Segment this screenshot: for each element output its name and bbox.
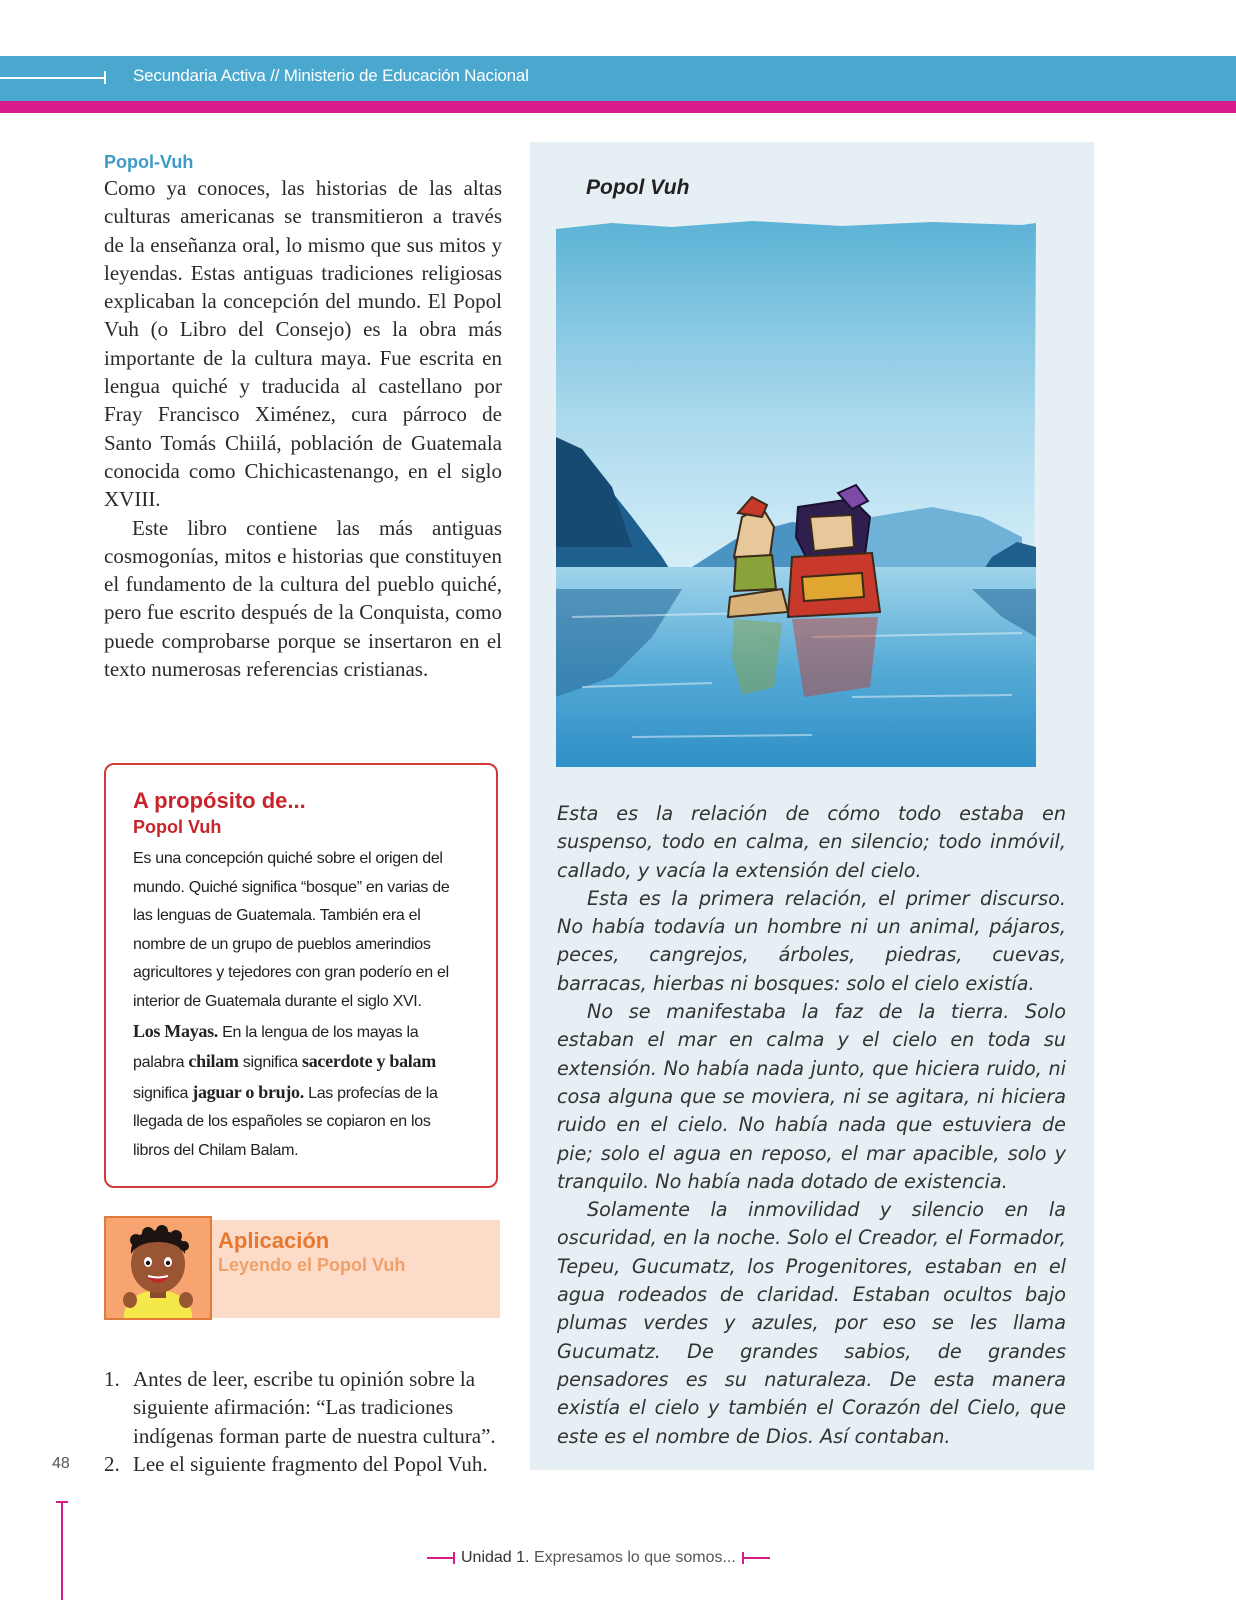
- a-proposito-text-4: significa: [133, 1084, 193, 1102]
- reading-paragraph: Esta es la relación de cómo todo estaba en suspenso, todo en calma, en silencio; todo inmóvil, callado, y vacía la extensión del cielo.: [557, 802, 1066, 882]
- child-icon: [106, 1218, 210, 1318]
- reading-title: Popol Vuh: [586, 176, 690, 199]
- a-proposito-bold-chilam: chilam: [188, 1051, 239, 1072]
- step-number: 2.: [104, 1451, 120, 1476]
- step-text: Lee el siguiente fragmento del Popol Vuh.: [133, 1451, 488, 1476]
- list-item: [104, 1450, 502, 1478]
- a-proposito-title: A propósito de...: [133, 788, 306, 813]
- header-rule-tick: [104, 71, 106, 84]
- header-rule: [0, 77, 106, 79]
- footer-left-rule: [427, 1557, 455, 1559]
- section-title: Popol-Vuh: [104, 152, 194, 172]
- page-margin-tick: [56, 1501, 68, 1503]
- a-proposito-bold-mayas: Los Mayas.: [133, 1020, 219, 1041]
- aplicacion-subtitle: Leyendo el Popol Vuh: [218, 1255, 406, 1275]
- footer-right-rule: [742, 1557, 770, 1559]
- footer-title: Expresamos lo que somos...: [533, 1549, 736, 1566]
- footer: [427, 1549, 770, 1567]
- a-proposito-text-3: significa: [238, 1054, 303, 1072]
- intro-paragraph-2: Este libro contiene las más antiguas cosmogonías, mitos e historias que constituyen el fundamento de la cultura del pueblo quiché, pero fue escrito después de la Conquista, como puede comprobarse porque se insertaron en el texto numerosas referencias cristianas.: [104, 515, 502, 682]
- a-proposito-bold-sacerdote: sacerdote y balam: [302, 1051, 436, 1072]
- a-proposito-text-5: Las profecías de la llegada de los españoles se copiaron en los libros del Chilam Balam.: [133, 1084, 438, 1159]
- header-magenta-band: [0, 101, 1236, 113]
- student-avatar-illustration: [104, 1216, 212, 1320]
- steps-list: [104, 1365, 502, 1478]
- step-text: Antes de leer, escribe tu opinión sobre la siguiente afirmación: “Las tradiciones indígenas forman parte de nuestra cultura”.: [133, 1367, 496, 1448]
- step-number: 1.: [104, 1367, 120, 1391]
- aplicacion-banner: [104, 1216, 500, 1324]
- a-proposito-box: [104, 763, 498, 1188]
- aplicacion-title: Aplicación: [218, 1228, 330, 1253]
- intro-section: [104, 150, 502, 683]
- header-title: Secundaria Activa // Ministerio de Educación Nacional: [133, 66, 529, 85]
- a-proposito-text-1: Es una concepción quiché sobre el origen del mundo. Quiché significa “bosque” en varias de las lenguas de Guatemala. También era el nombre de un grupo de pueblos amerindios agricultores y tejedores con gran poderío en el interior de Guatemala durante el siglo XVI.: [133, 850, 450, 1010]
- a-proposito-subtitle: Popol Vuh: [133, 817, 222, 837]
- a-proposito-text: [133, 845, 468, 1166]
- mayan-figures-illustration: [552, 217, 1040, 772]
- footer-unit: Unidad 1.: [461, 1549, 530, 1566]
- reading-text: [557, 800, 1066, 1451]
- page-margin-line: [61, 1501, 63, 1600]
- a-proposito-bold-jaguar: jaguar o brujo.: [192, 1081, 304, 1102]
- list-item: [104, 1365, 502, 1450]
- intro-paragraph-1: Como ya conoces, las historias de las altas culturas americanas se transmitieron a través de la enseñanza oral, lo mismo que sus mitos y leyendas. Estas antiguas tradiciones religiosas explicaban la concepción del mundo. El Popol Vuh (o Libro del Consejo) es la obra más importante de la cultura maya. Fue escrita en lengua quiché y traducida al castellano por Fray Francisco Ximénez, cura párroco de Santo Tomás Chiilá, población de Guatemala conocida como Chichicastenango, en el siglo XVIII.: [104, 176, 502, 512]
- reading-paragraph: Solamente la inmovilidad y silencio en la oscuridad, en la noche. Solo el Creador, el Formador, Tepeu, Gucumatz, los Progenitores, estaban en el agua rodeados de claridad. Estaban ocultos bajo plumas verdes y azules, por eso se les llama Gucumatz. De grandes sabios, de grandes pensadores es su naturaleza. De esta manera existía el cielo y también el Corazón del Cielo, que este es el nombre de Dios. Así contaban.: [557, 1198, 1066, 1448]
- reading-paragraph: No se manifestaba la faz de la tierra. Solo estaban el mar en calma y el cielo en toda su extensión. No había nada junto, que hiciera ruido, ni cosa alguna que se moviera, ni se agitara, ni hiciera ruido en el cielo. No había nada que estuviera de pie; solo el agua en reposo, el mar apacible, solo y tranquilo. No había nada dotado de existencia.: [557, 1000, 1066, 1193]
- lake-scene-image: [552, 217, 1040, 772]
- page-number: 48: [52, 1455, 70, 1472]
- reading-paragraph: Esta es la primera relación, el primer discurso. No había todavía un hombre ni un animal, pájaros, peces, cangrejos, árboles, piedras, cuevas, barracas, hierbas ni bosques: solo el cielo existía.: [557, 886, 1066, 995]
- a-proposito-text-2: En la lengua de los mayas la palabra: [133, 1023, 419, 1072]
- footer-text: [461, 1549, 736, 1567]
